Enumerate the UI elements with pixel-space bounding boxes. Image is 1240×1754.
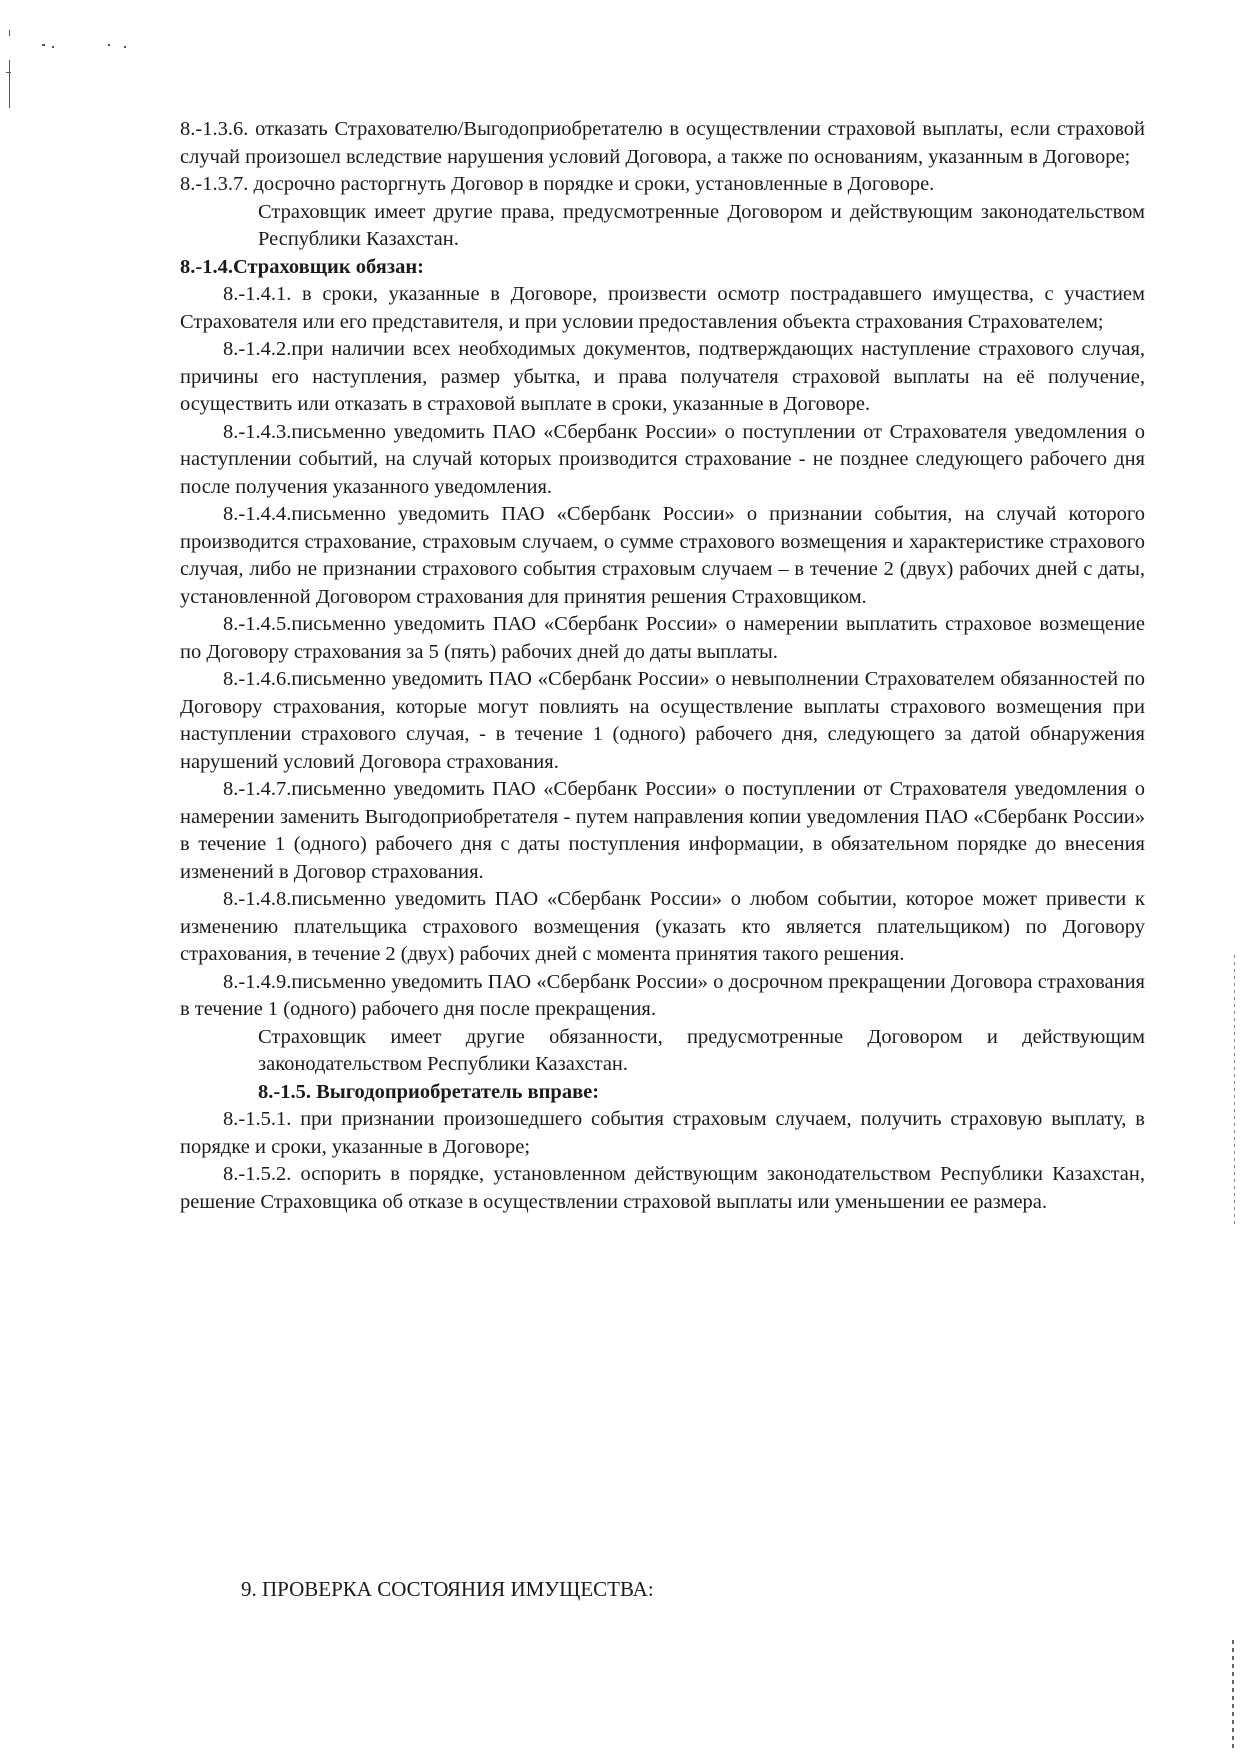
scan-artifact xyxy=(1234,955,1235,1225)
paragraph-8-1-4-2: 8.-1.4.2.при наличии всех необходимых документов, подтверждающих наступление страхового случая, причины его наступления, размер убытка, и права получателя страховой выплаты на её получение, осуществить или отказать в страховой выплате в сроки, указанные в Договоре. xyxy=(180,338,1145,415)
paragraph-8-1-4-6: 8.-1.4.6.письменно уведомить ПАО «Сбербанк России» о невыполнении Страхователем обязанностей по Договору страхования, которые могут повлиять на осуществление выплаты страхового возмещения при наступлении страхового случая, - в течение 1 (одного) рабочего дня, следующего за датой обнаружения нарушений условий Договора страхования. xyxy=(180,668,1145,773)
paragraph-8-1-5-1: 8.-1.5.1. при признании произошедшего события страховым случаем, получить страховую выплату, в порядке и сроки, указанные в Договоре; xyxy=(180,1108,1145,1158)
paragraph-8-1-4-4: 8.-1.4.4.письменно уведомить ПАО «Сбербанк России» о признании события, на случай которого производится страхование, страховым случаем, о сумме страхового возмещения и характеристике страхового случая, либо не признании страхового события страховым случаем – в течение 2 (двух) рабочих дней с даты, установленной Договором страхования для принятия решения Страховщиком. xyxy=(180,503,1145,608)
paragraph-8-1-3-6: 8.-1.3.6. отказать Страхователю/Выгодоприобретателю в осуществлении страховой выплаты, если страховой случай произошел вследствие нарушения условий Договора, а также по основаниям, указанным в Договоре; xyxy=(180,118,1145,168)
document-body xyxy=(180,116,1145,1216)
paragraph-8-1-3-7: 8.-1.3.7. досрочно расторгнуть Договор в порядке и сроки, установленные в Договоре. xyxy=(180,173,935,195)
scan-artifact xyxy=(9,60,10,108)
scan-artifact xyxy=(108,44,110,46)
paragraph-8-1-4-8: 8.-1.4.8.письменно уведомить ПАО «Сбербанк России» о любом событии, которое может привести к изменению плательщика страхового возмещения (указать кто является плательщиком) по Договору страхования, в течение 2 (двух) рабочих дней с момента принятия такого решения. xyxy=(180,888,1145,965)
scan-artifact xyxy=(9,30,10,36)
paragraph-insurer-rights: Страховщик имеет другие права, предусмотренные Договором и действующим законодательством Республики Казахстан. xyxy=(258,200,1145,250)
paragraph-8-1-4-5: 8.-1.4.5.письменно уведомить ПАО «Сбербанк России» о намерении выплатить страховое возмещение по Договору страхования за 5 (пять) рабочих дней до даты выплаты. xyxy=(180,613,1145,663)
scan-artifact xyxy=(1232,1640,1234,1750)
heading-8-1-4: 8.-1.4.Страховщик обязан: xyxy=(180,255,424,278)
scan-artifact xyxy=(52,46,54,48)
scan-artifact xyxy=(42,44,45,46)
paragraph-8-1-4-9: 8.-1.4.9.письменно уведомить ПАО «Сбербанк России» о досрочном прекращении Договора страхования в течение 1 (одного) рабочего дня после прекращения. xyxy=(180,970,1145,1020)
scan-artifact xyxy=(124,46,126,48)
paragraph-8-1-4-3: 8.-1.4.3.письменно уведомить ПАО «Сбербанк России» о поступлении от Страхователя уведомления о наступлении событий, на случай которых производится страхование - не позднее следующего рабочего дня после получения указанного уведомления. xyxy=(180,420,1145,498)
section-9-heading: 9. ПРОВЕРКА СОСТОЯНИЯ ИМУЩЕСТВА: xyxy=(241,1577,654,1601)
paragraph-8-1-5-2: 8.-1.5.2. оспорить в порядке, установленном действующим законодательством Республики Казахстан, решение Страховщика об отказе в осуществлении страховой выплаты или уменьшении ее размера. xyxy=(180,1163,1145,1213)
paragraph-insurer-duties: Страховщик имеет другие обязанности, предусмотренные Договором и действующим законодательством Республики Казахстан. xyxy=(258,1025,1145,1075)
heading-8-1-5: 8.-1.5. Выгодоприобретатель вправе: xyxy=(258,1080,600,1103)
paragraph-8-1-4-7: 8.-1.4.7.письменно уведомить ПАО «Сбербанк России» о поступлении от Страхователя уведомления о намерении заменить Выгодоприобретателя - путем направления копии уведомления ПАО «Сбербанк России» в течение 1 (одного) рабочего дня с даты поступления информации, в обязательном порядке до внесения изменений в Договор страхования. xyxy=(180,778,1145,883)
paragraph-8-1-4-1: 8.-1.4.1. в сроки, указанные в Договоре, произвести осмотр пострадавшего имущества, с участием Страхователя или его представителя, и при условии предоставления объекта страхования Страхователем; xyxy=(180,283,1145,333)
scan-artifact xyxy=(6,72,11,73)
